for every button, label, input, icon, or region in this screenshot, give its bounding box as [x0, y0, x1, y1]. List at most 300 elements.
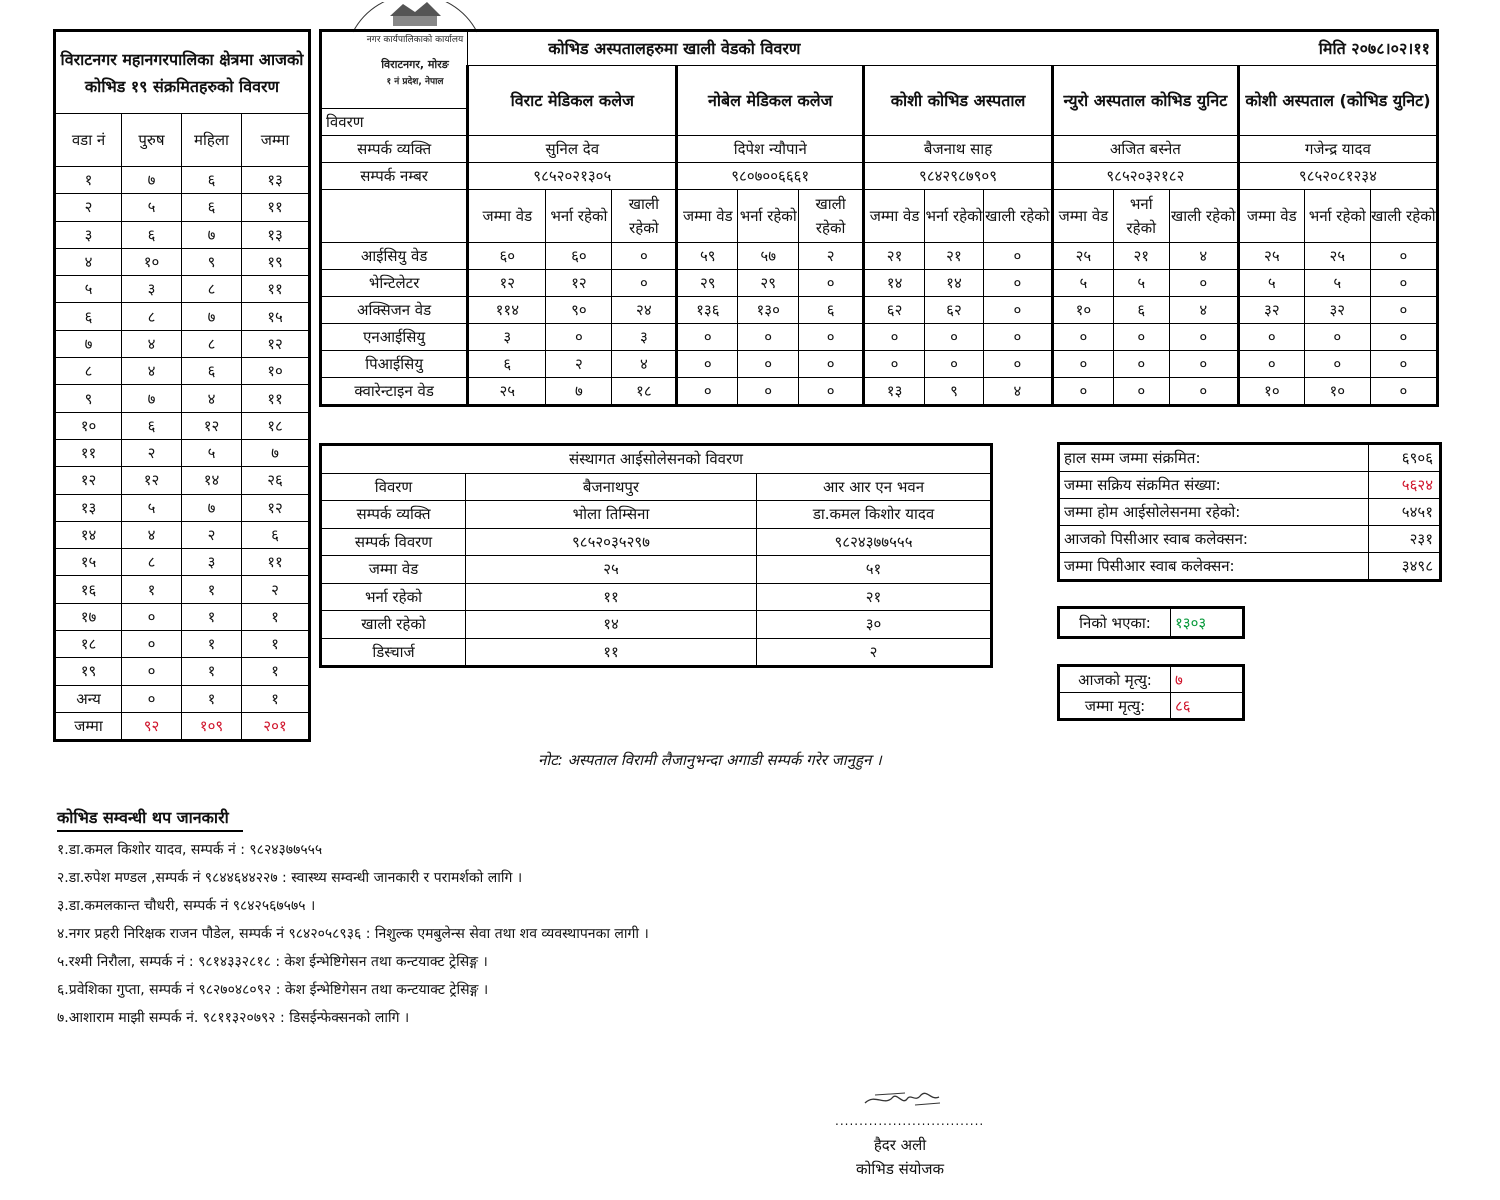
bed-value: ० [799, 323, 864, 350]
ward-header-male: पुरुष [122, 114, 182, 167]
bed-value: ५ [1304, 269, 1370, 296]
isolation-cell: खाली रहेको [321, 611, 466, 639]
summary-label: जम्मा सक्रिय संक्रमित संख्या: [1059, 472, 1369, 499]
summary-table [1057, 442, 1442, 582]
hospital-number: ९८४२९८७९०९ [864, 162, 1053, 189]
isolation-table [319, 443, 993, 668]
svg-text:नगर कार्यपालिकाको कार्यालय: नगर कार्यपालिकाको कार्यालय [366, 35, 464, 45]
bed-value: १३० [738, 296, 799, 323]
summary-value: ३४९८ [1369, 553, 1441, 581]
bed-value: ६ [799, 296, 864, 323]
bed-value: ० [738, 377, 799, 405]
hospital-number: ९८५२०३२१८२ [1052, 162, 1238, 189]
summary-row [1059, 526, 1441, 553]
ward-row [55, 603, 310, 630]
isolation-title: संस्थागत आईसोलेसनको विवरण [321, 445, 992, 474]
bed-row [321, 323, 1438, 350]
info-item: ४.नगर प्रहरी निरिक्षक राजन पौडेल, सम्पर्क नं ९८४२०५८९३६ : निशुल्क एमबुलेन्स सेवा तथा शव व्यवस्थापनका लागी । [57, 926, 649, 942]
bed-value: ४ [1169, 296, 1238, 323]
bed-row [321, 350, 1438, 377]
ward-header-ward: वडा नं [55, 114, 122, 167]
hospital-number: ९८०७००६६६१ [677, 162, 864, 189]
bed-subheader: जम्मा वेड [864, 189, 925, 242]
bed-value: ९ [925, 377, 984, 405]
ward-cell: १० [242, 358, 310, 385]
bed-value: ४ [983, 377, 1052, 405]
bed-subheader: खाली रहेको [1370, 189, 1437, 242]
bed-value: ४ [612, 350, 677, 377]
bed-value: ० [1169, 350, 1238, 377]
bed-value: ० [1052, 323, 1113, 350]
ward-cell: १२ [242, 330, 310, 357]
ward-cell: ११ [242, 549, 310, 576]
isolation-cell: ११ [466, 638, 757, 667]
ward-cell: १० [55, 412, 122, 439]
ward-cell: १८ [55, 631, 122, 658]
ward-row [55, 549, 310, 576]
bed-value: २१ [925, 242, 984, 269]
ward-cell: २ [55, 194, 122, 221]
ward-cell: ७ [242, 439, 310, 466]
bed-value: ० [677, 377, 738, 405]
isolation-cell: डा.कमल किशोर यादव [757, 501, 992, 529]
bed-value: ५ [1238, 269, 1304, 296]
summary-label: जम्मा पिसीआर स्वाब कलेक्सन: [1059, 553, 1369, 581]
ward-total-cell: २०१ [242, 712, 310, 740]
summary-row [1059, 499, 1441, 526]
hospital-contact: अजित बस्नेत [1052, 135, 1238, 162]
ward-cell: १ [55, 167, 122, 194]
ward-cell: १ [182, 603, 242, 630]
ward-cell: ७ [55, 330, 122, 357]
ward-cell: १ [182, 576, 242, 603]
ward-row [55, 521, 310, 548]
ward-cell: ५ [122, 494, 182, 521]
bed-value: ३ [612, 323, 677, 350]
bed-value: ५७ [738, 242, 799, 269]
bed-value: २ [799, 242, 864, 269]
bed-value: ० [546, 323, 612, 350]
bed-value: १४ [925, 269, 984, 296]
ward-cell: ६ [182, 194, 242, 221]
bed-value: ० [983, 296, 1052, 323]
hospital-contact: दिपेश न्यौपाने [677, 135, 864, 162]
bed-subheader: जम्मा वेड [1052, 189, 1113, 242]
bed-value: ० [983, 269, 1052, 296]
cured-label: निको भएका: [1059, 608, 1171, 638]
bed-value: ० [1370, 296, 1437, 323]
bed-type-label: भेन्टिलेटर [321, 269, 468, 296]
bed-value: ११४ [468, 296, 546, 323]
bed-subheader: खाली रहेको [612, 189, 677, 242]
ward-row [55, 412, 310, 439]
bed-subheader: खाली रहेको [799, 189, 864, 242]
bed-value: १० [1304, 377, 1370, 405]
info-item: १.डा.कमल किशोर यादव, सम्पर्क नं : ९८२४३७७५५५ [57, 842, 323, 858]
bed-value: ५ [1113, 269, 1169, 296]
isolation-cell: ११ [466, 583, 757, 611]
isolation-cell: ९८२४३७७५५५ [757, 528, 992, 556]
info-title: कोभिड सम्वन्धी थप जानकारी [57, 806, 243, 832]
bed-value: ० [738, 350, 799, 377]
isolation-row [321, 638, 992, 667]
isolation-cell: सम्पर्क व्यक्ति [321, 501, 466, 529]
ward-cell: ४ [182, 385, 242, 412]
ward-row [55, 494, 310, 521]
ward-row [55, 658, 310, 685]
bed-value: ० [799, 350, 864, 377]
ward-row [55, 194, 310, 221]
bed-value: ९० [546, 296, 612, 323]
bed-value: १३ [864, 377, 925, 405]
ward-cell: ४ [122, 521, 182, 548]
bed-subheader: भर्ना रहेको [1113, 189, 1169, 242]
hospital-number: ९८५२०२१३०५ [468, 162, 677, 189]
info-item: ७.आशाराम माझी सम्पर्क नं. ९८११३२०७९२ : डिसईन्फेक्सनको लागि । [57, 1010, 410, 1026]
ward-cell: १३ [242, 167, 310, 194]
bed-value: ५९ [677, 242, 738, 269]
death-today-value: ७ [1171, 666, 1244, 693]
svg-text:१ नं प्रदेश, नेपाल: १ नं प्रदेश, नेपाल [386, 77, 444, 87]
ward-cell: १ [242, 658, 310, 685]
ward-cell: ८ [182, 330, 242, 357]
hospital-number: ९८५२०८१२३४ [1238, 162, 1437, 189]
signatory-name: हैदर अली [873, 1136, 927, 1154]
bed-value: ० [983, 242, 1052, 269]
ward-cell: १३ [55, 494, 122, 521]
ward-cell: १९ [242, 248, 310, 275]
bed-value: ६ [468, 350, 546, 377]
bed-type-label: आईसियु वेड [321, 242, 468, 269]
ward-cell: १३ [242, 221, 310, 248]
ward-cell: ० [122, 603, 182, 630]
bed-value: ० [1238, 323, 1304, 350]
bed-value: ० [864, 350, 925, 377]
bed-value: ० [925, 350, 984, 377]
ward-cell: १ [182, 631, 242, 658]
signatory-role: कोभिड संयोजक [855, 1160, 944, 1178]
ward-cell: ४ [122, 358, 182, 385]
cured-value: १३०३ [1171, 608, 1244, 638]
ward-cell: १२ [122, 467, 182, 494]
ward-table-title: विराटनगर महानगरपालिका क्षेत्रमा आजको कोभिड १९ संक्रमितहरुको विवरण [55, 31, 310, 114]
bed-row [321, 242, 1438, 269]
ward-total-row [55, 712, 310, 740]
bed-value: ७ [546, 377, 612, 405]
ward-row [55, 330, 310, 357]
isolation-cell: २१ [757, 583, 992, 611]
ward-cell: ६ [182, 358, 242, 385]
bed-value: ० [1304, 350, 1370, 377]
isolation-row [321, 611, 992, 639]
ward-row [55, 167, 310, 194]
isolation-cell: भर्ना रहेको [321, 583, 466, 611]
bed-value: ० [983, 350, 1052, 377]
bed-value: ० [1238, 350, 1304, 377]
isolation-row [321, 528, 992, 556]
bed-value: १३६ [677, 296, 738, 323]
summary-row [1059, 472, 1441, 499]
ward-cell: १७ [55, 603, 122, 630]
bed-subheader: जम्मा वेड [1238, 189, 1304, 242]
info-item: ३.डा.कमलकान्त चौधरी, सम्पर्क नं ९८४२५६७५७५ । [57, 898, 316, 914]
summary-label: आजको पिसीआर स्वाब कलेक्सन: [1059, 526, 1369, 553]
bed-value: २४ [612, 296, 677, 323]
hospital-contact: गजेन्द्र यादव [1238, 135, 1437, 162]
isolation-row [321, 556, 992, 584]
summary-label: जम्मा होम आईसोलेसनमा रहेको: [1059, 499, 1369, 526]
ward-row [55, 276, 310, 303]
bed-subheader: जम्मा वेड [677, 189, 738, 242]
row-label-number: सम्पर्क नम्बर [321, 162, 468, 189]
bed-value: ० [1370, 242, 1437, 269]
bed-subheader: भर्ना रहेको [925, 189, 984, 242]
ward-cell: ४ [55, 248, 122, 275]
ward-total-cell: ९२ [122, 712, 182, 740]
ward-cell: १४ [55, 521, 122, 548]
signature-block [835, 1085, 985, 1181]
bed-value: ० [738, 323, 799, 350]
summary-value: ६९०६ [1369, 444, 1441, 472]
ward-cell: ९ [55, 385, 122, 412]
ward-cell: ५ [122, 194, 182, 221]
ward-cell: ८ [122, 549, 182, 576]
bed-subheader: भर्ना रहेको [546, 189, 612, 242]
ward-cell: १२ [182, 412, 242, 439]
ward-total-cell: जम्मा [55, 712, 122, 740]
ward-cell: ७ [122, 167, 182, 194]
hospital-contact: बैजनाथ साह [864, 135, 1053, 162]
ward-cell: १ [182, 685, 242, 712]
isolation-cell: १४ [466, 611, 757, 639]
summary-value: ५६२४ [1369, 472, 1441, 499]
bed-value: ० [983, 323, 1052, 350]
bed-value: ६२ [925, 296, 984, 323]
ward-row [55, 303, 310, 330]
info-item: ६.प्रवेशिका गुप्ता, सम्पर्क नं ९८२७०४८०९२ : केश ईन्भेष्टिगेसन तथा कन्टयाक्ट ट्रेसिङ्ग । [57, 982, 489, 998]
isolation-cell: ९८५२०३५२९७ [466, 528, 757, 556]
ward-cell: १ [242, 603, 310, 630]
ward-cell: १ [182, 658, 242, 685]
bed-value: ३ [468, 323, 546, 350]
ward-cell: ११ [242, 276, 310, 303]
ward-row [55, 358, 310, 385]
bed-value: ० [1052, 350, 1113, 377]
ward-row [55, 439, 310, 466]
summary-row [1059, 444, 1441, 472]
ward-cell: ६ [122, 412, 182, 439]
ward-cell: १५ [242, 303, 310, 330]
isolation-row [321, 501, 992, 529]
cured-table [1057, 606, 1245, 639]
ward-header-female: महिला [182, 114, 242, 167]
isolation-header-rrn-bhawan: आर आर एन भवन [757, 473, 992, 501]
info-list [57, 836, 649, 1032]
ward-cell: १६ [55, 576, 122, 603]
hospital-table-title: कोभिड अस्पतालहरुमा खाली वेडको विवरण [468, 31, 1239, 66]
summary-value: ५४५१ [1369, 499, 1441, 526]
ward-row [55, 248, 310, 275]
ward-row [55, 685, 310, 712]
bed-value: ० [612, 242, 677, 269]
death-table [1057, 664, 1245, 721]
bed-value: ० [1113, 323, 1169, 350]
ward-cell: ७ [182, 221, 242, 248]
bed-value: २१ [1113, 242, 1169, 269]
bed-row [321, 269, 1438, 296]
ward-cell: ८ [182, 276, 242, 303]
ward-cell: अन्य [55, 685, 122, 712]
isolation-cell: डिस्चार्ज [321, 638, 466, 667]
note-text: नोट: अस्पताल विरामी लैजानुभन्दा अगाडी सम्पर्क गरेर जानुहुन । [538, 751, 882, 769]
bed-value: ० [677, 350, 738, 377]
ward-cell: १२ [55, 467, 122, 494]
bed-value: ० [1370, 377, 1437, 405]
hospital-name: कोशी अस्पताल (कोभिड युनिट) [1238, 66, 1437, 136]
bed-value: २ [546, 350, 612, 377]
isolation-cell: सम्पर्क विवरण [321, 528, 466, 556]
bed-type-label: अक्सिजन वेड [321, 296, 468, 323]
ward-cell: ३ [55, 221, 122, 248]
ward-row [55, 467, 310, 494]
ward-cell: २ [242, 576, 310, 603]
ward-cell: २ [122, 439, 182, 466]
hospital-beds-table [319, 29, 1439, 407]
ward-row [55, 631, 310, 658]
ward-cell: ११ [242, 194, 310, 221]
bed-row [321, 296, 1438, 323]
bed-value: २५ [1052, 242, 1113, 269]
ward-cell: १ [242, 631, 310, 658]
ward-cell: १ [122, 576, 182, 603]
bed-subheader: खाली रहेको [1169, 189, 1238, 242]
ward-cell: ७ [182, 303, 242, 330]
ward-cell: ३ [122, 276, 182, 303]
death-today-label: आजको मृत्यु: [1059, 666, 1171, 693]
isolation-cell: २ [757, 638, 992, 667]
ward-cell: ० [122, 631, 182, 658]
bed-value: २९ [677, 269, 738, 296]
ward-cell: ६ [182, 167, 242, 194]
bed-subheader: भर्ना रहेको [1304, 189, 1370, 242]
hospital-name: न्युरो अस्पताल कोभिड युनिट [1052, 66, 1238, 136]
ward-cell: ७ [182, 494, 242, 521]
hospital-name: विराट मेडिकल कलेज [468, 66, 677, 136]
ward-cell: १५ [55, 549, 122, 576]
bed-subheader: खाली रहेको [983, 189, 1052, 242]
bed-value: ३२ [1238, 296, 1304, 323]
isolation-cell: ५१ [757, 556, 992, 584]
bed-value: ० [677, 323, 738, 350]
bed-value: ० [1052, 377, 1113, 405]
ward-cell: ८ [55, 358, 122, 385]
isolation-cell: ३० [757, 611, 992, 639]
bed-type-label: पिआईसियु [321, 350, 468, 377]
death-total-value: ८६ [1171, 693, 1244, 720]
bed-value: २५ [1304, 242, 1370, 269]
bed-value: ० [1113, 377, 1169, 405]
bed-value: ० [1169, 377, 1238, 405]
bed-value: १० [1238, 377, 1304, 405]
bed-value: ० [864, 323, 925, 350]
bed-value: १२ [546, 269, 612, 296]
bed-value: १० [1052, 296, 1113, 323]
info-item: ५.रश्मी निरौला, सम्पर्क नं : ९८१४३३२८१८ : केश ईन्भेष्टिगेसन तथा कन्टयाक्ट ट्रेसिङ्ग । [57, 954, 488, 970]
ward-cell: ११ [55, 439, 122, 466]
ward-cell: १ [242, 685, 310, 712]
signature-line: ............................... [835, 1114, 985, 1128]
bed-value: १२ [468, 269, 546, 296]
report-date: मिति २०७८।०२।११ [1238, 31, 1437, 66]
ward-cell: ६ [55, 303, 122, 330]
isolation-cell: २५ [466, 556, 757, 584]
bed-value: ० [1113, 350, 1169, 377]
bed-value: ० [925, 323, 984, 350]
bed-value: ६० [468, 242, 546, 269]
isolation-header-detail: विवरण [321, 473, 466, 501]
ward-cell: १४ [182, 467, 242, 494]
bed-value: ६० [546, 242, 612, 269]
bed-value: ० [799, 377, 864, 405]
bed-value: ६२ [864, 296, 925, 323]
isolation-header-baijanathpur: बैजनाथपुर [466, 473, 757, 501]
summary-value: २३१ [1369, 526, 1441, 553]
isolation-row [321, 583, 992, 611]
ward-cell: ६ [242, 521, 310, 548]
info-item: २.डा.रुपेश मण्डल ,सम्पर्क नं ९८४४६४४२२७ : स्वास्थ्य सम्वन्धी जानकारी र परामर्शको लागि । [57, 870, 523, 886]
bed-value: ० [1169, 323, 1238, 350]
ward-row [55, 576, 310, 603]
ward-total-cell: १०९ [182, 712, 242, 740]
bed-value: १४ [864, 269, 925, 296]
isolation-cell: भोला तिम्सिना [466, 501, 757, 529]
death-total-label: जम्मा मृत्यु: [1059, 693, 1171, 720]
ward-cell: ५ [55, 276, 122, 303]
ward-cell: ५ [182, 439, 242, 466]
hospital-name: कोशी कोभिड अस्पताल [864, 66, 1053, 136]
bed-value: ० [612, 269, 677, 296]
ward-cell: ७ [122, 385, 182, 412]
ward-cell: १० [122, 248, 182, 275]
summary-label: हाल सम्म जम्मा संक्रमित: [1059, 444, 1369, 472]
bed-value: ० [1370, 269, 1437, 296]
ward-cell: १८ [242, 412, 310, 439]
bed-value: ५ [1052, 269, 1113, 296]
summary-row [1059, 553, 1441, 581]
ward-cell: २ [182, 521, 242, 548]
row-label-detail: विवरण [321, 108, 468, 135]
ward-row [55, 221, 310, 248]
ward-cell: ६ [122, 221, 182, 248]
bed-value: ० [799, 269, 864, 296]
bed-subheader: भर्ना रहेको [738, 189, 799, 242]
ward-cell: ० [122, 685, 182, 712]
row-label-contact: सम्पर्क व्यक्ति [321, 135, 468, 162]
ward-cell: ९ [182, 248, 242, 275]
svg-text:विराटनगर, मोरङ: विराटनगर, मोरङ [381, 58, 449, 71]
bed-value: ० [1370, 323, 1437, 350]
bed-value: ० [1169, 269, 1238, 296]
hospital-contact: सुनिल देव [468, 135, 677, 162]
ward-cell: ४ [122, 330, 182, 357]
bed-value: २५ [468, 377, 546, 405]
ward-cell: ११ [242, 385, 310, 412]
ward-cell: ३ [182, 549, 242, 576]
bed-type-label: क्वारेन्टाइन वेड [321, 377, 468, 405]
bed-value: ० [1304, 323, 1370, 350]
bed-value: ३२ [1304, 296, 1370, 323]
bed-value: ० [1370, 350, 1437, 377]
